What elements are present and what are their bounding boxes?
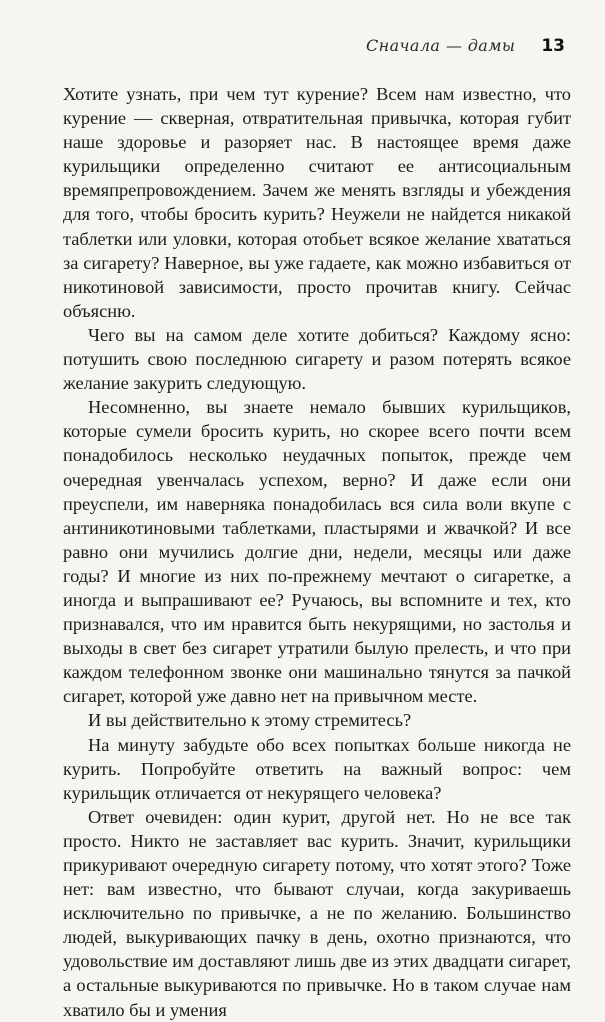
paragraph: Несомненно, вы знаете немало бывших курильщиков, которые сумели бросить курить, но скорее всего почти всем понадобилось несколько неудачных попыток, прежде чем очередная увенчалась успехом, верно? И даже если они преуспели, им наверняка понадобилась вся сила воли вкупе с антиникотиновыми таблетками, пластырями и жвачкой? И все равно они мучились долгие дни, недели, месяцы или даже годы? И многие из них по-прежнему мечтают о сигаретке, а иногда и выпрашивают ее? Ручаюсь, вы вспомните и тех, кто признавался, что им нравится быть некурящими, но застолья и выходы в свет без сигарет утратили былую прелесть, и что при каждом телефонном звонке они машинально тянутся за пачкой сигарет, которой уже давно нет на привычном месте. [63,397,571,707]
running-header [366,36,565,56]
paragraph: Хотите узнать, при чем тут курение? Всем нам известно, что курение — скверная, отвратительная привычка, которая губит наше здоровье и разоряет нас. В настоящее время даже курильщики определенно считают ее антисоциальным времяпрепровождением. Зачем же менять взгляды и убеждения для того, чтобы бросить курить? Неужели не найдется никакой таблетки или уловки, которая отобьет всякое желание хвататься за сигарету? Наверное, вы уже гадаете, как можно избавиться от никотиновой зависимости, просто прочитав книгу. Сейчас объясню. [63,84,571,321]
paragraph: И вы действительно к этому стремитесь? [88,710,412,731]
paragraph: Чего вы на самом деле хотите добиться? Каждому ясно: потушить свою последнюю сигарету и разом потерять всякое желание закурить следующую. [63,324,571,394]
page-number: 13 [541,36,565,56]
body-text [63,82,571,1022]
chapter-title: Сначала — дамы [366,36,516,55]
paragraph: Ответ очевиден: один курит, другой нет. Но не все так просто. Никто не заставляет вас курить. Значит, курильщики прикуривают очередную сигарету потому, что хотят этого? Тоже нет: вам известно, что бывают случаи, когда закуриваешь исключительно по привычке, а не по желанию. Большинство людей, выкуривающих пачку в день, охотно признаются, что удовольствие им доставляют лишь две из этих двадцати сигарет, а остальные выкуриваются по привычке. Но в таком случае нам хватило бы и умения [63,806,571,1020]
paragraph: На минуту забудьте обо всех попытках больше никогда не курить. Попробуйте ответить на важный вопрос: чем курильщик отличается от некурящего человека? [63,734,571,803]
